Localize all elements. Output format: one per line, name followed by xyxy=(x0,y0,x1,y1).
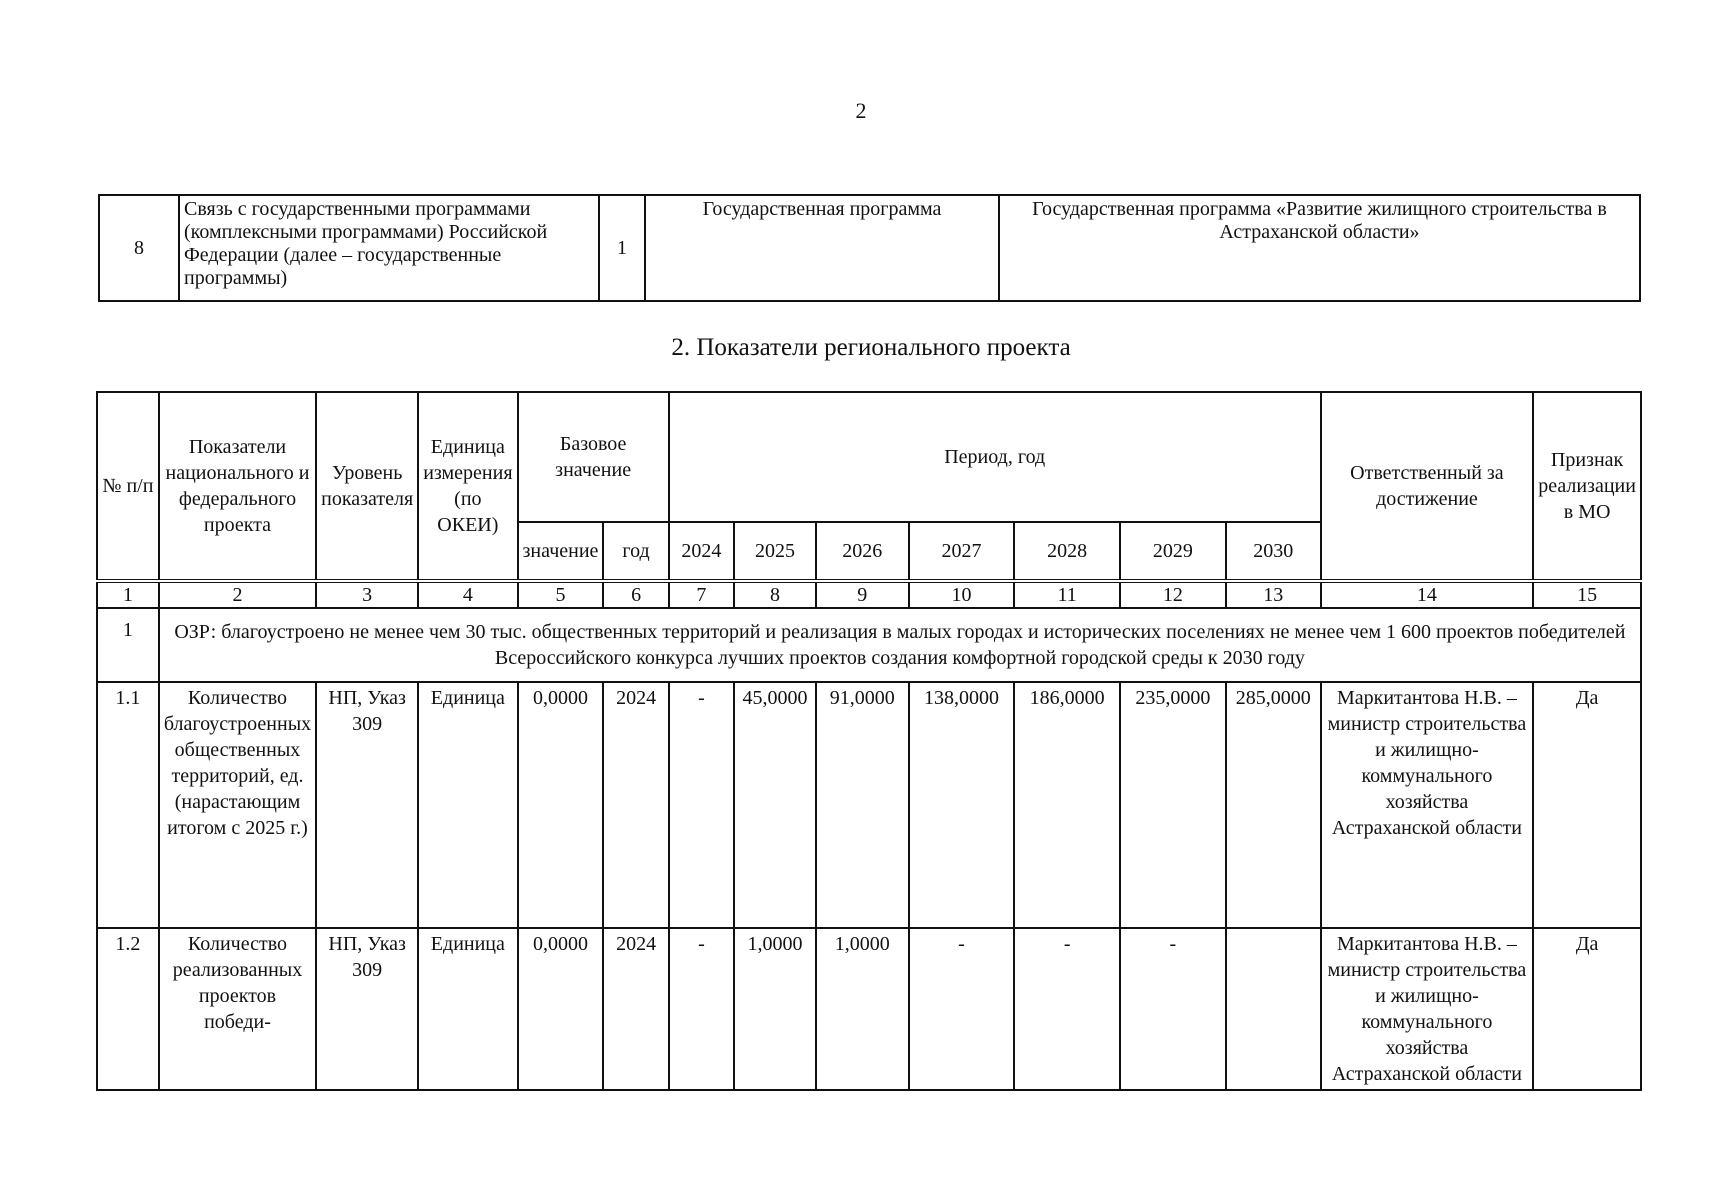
row-indicator: Количество благоустроенных общественных территорий, ед. (нарастающим итогом с 2025 г.) xyxy=(159,682,316,928)
header-year: 2030 xyxy=(1226,522,1321,581)
header-year: 2024 xyxy=(669,522,734,581)
column-number: 8 xyxy=(734,581,816,608)
column-number: 2 xyxy=(159,581,316,608)
row-value-2026: 91,0000 xyxy=(816,682,909,928)
row-value-2029: 235,0000 xyxy=(1120,682,1226,928)
row-num: 1.1 xyxy=(97,682,159,928)
header-mo: Признак реализации в МО xyxy=(1533,392,1641,581)
program-link-level: 1 xyxy=(599,195,645,301)
header-level: Уровень показателя xyxy=(316,392,418,581)
table-row xyxy=(97,928,1641,1090)
row-num: 1.2 xyxy=(97,928,159,1090)
header-year: 2028 xyxy=(1014,522,1120,581)
row-value-2028: 186,0000 xyxy=(1014,682,1120,928)
header-base-year: год xyxy=(603,522,668,581)
row-unit: Единица xyxy=(418,682,517,928)
row-base-value: 0,0000 xyxy=(518,928,604,1090)
row-base-value: 0,0000 xyxy=(518,682,604,928)
header-year: 2026 xyxy=(816,522,909,581)
header-period: Период, год xyxy=(669,392,1321,522)
column-number: 13 xyxy=(1226,581,1321,608)
row-value-2030 xyxy=(1226,928,1321,1090)
column-number: 4 xyxy=(418,581,517,608)
header-year: 2027 xyxy=(909,522,1015,581)
column-number: 1 xyxy=(97,581,159,608)
header-num: № п/п xyxy=(97,392,159,581)
row-mo: Да xyxy=(1533,928,1641,1090)
row-value-2029: - xyxy=(1120,928,1226,1090)
column-number: 3 xyxy=(316,581,418,608)
row-value-2027: 138,0000 xyxy=(909,682,1015,928)
row-level: НП, Указ 309 xyxy=(316,682,418,928)
row-indicator: Количество реализованных проектов победи- xyxy=(159,928,316,1090)
indicators-table xyxy=(96,391,1642,1091)
header-year: 2025 xyxy=(734,522,816,581)
row-value-2025: 45,0000 xyxy=(734,682,816,928)
goal-row xyxy=(97,608,1641,682)
program-link-num: 8 xyxy=(99,195,179,301)
program-link-name: Государственная программа «Развитие жилищного строительства в Астраханской области» xyxy=(999,195,1640,301)
row-value-2024: - xyxy=(669,928,734,1090)
header-unit: Единица измерения (по ОКЕИ) xyxy=(418,392,517,581)
column-number: 10 xyxy=(909,581,1015,608)
row-responsible: Маркитантова Н.В. – министр строительства и жилищно-коммунального хозяйства Астраханской области xyxy=(1321,682,1534,928)
header-base: Базовое значение xyxy=(518,392,669,522)
program-link-table xyxy=(98,194,1641,302)
row-responsible: Маркитантова Н.В. – министр строительства и жилищно-коммунального хозяйства Астраханской области xyxy=(1321,928,1534,1090)
header-indicator: Показатели национального и федерального проекта xyxy=(159,392,316,581)
column-number: 5 xyxy=(518,581,604,608)
goal-num: 1 xyxy=(97,608,159,682)
column-number: 14 xyxy=(1321,581,1534,608)
row-value-2026: 1,0000 xyxy=(816,928,909,1090)
column-numbers-row xyxy=(97,581,1641,608)
column-number: 7 xyxy=(669,581,734,608)
row-base-year: 2024 xyxy=(603,928,668,1090)
header-responsible: Ответственный за достижение xyxy=(1321,392,1534,581)
row-value-2025: 1,0000 xyxy=(734,928,816,1090)
header-year: 2029 xyxy=(1120,522,1226,581)
row-value-2028: - xyxy=(1014,928,1120,1090)
column-number: 12 xyxy=(1120,581,1226,608)
row-value-2027: - xyxy=(909,928,1015,1090)
goal-text: ОЗР: благоустроено не менее чем 30 тыс. общественных территорий и реализация в малых городах и исторических поселениях не менее чем 1 600 проектов победителей Всероссийского конкурса лучших проектов создания комфортной городской среды к 2030 году xyxy=(159,608,1641,682)
header-row-1 xyxy=(97,392,1641,522)
table-row xyxy=(97,682,1641,928)
column-number: 15 xyxy=(1533,581,1641,608)
column-number: 11 xyxy=(1014,581,1120,608)
column-number: 6 xyxy=(603,581,668,608)
row-value-2030: 285,0000 xyxy=(1226,682,1321,928)
program-link-label: Связь с государственными программами (комплексными программами) Российской Федерации (далее – государственные программы) xyxy=(179,195,599,301)
column-number: 9 xyxy=(816,581,909,608)
row-value-2024: - xyxy=(669,682,734,928)
program-link-row xyxy=(99,195,1640,301)
row-mo: Да xyxy=(1533,682,1641,928)
row-base-year: 2024 xyxy=(603,682,668,928)
header-base-value: значение xyxy=(518,522,604,581)
page-number: 2 xyxy=(855,98,867,123)
row-level: НП, Указ 309 xyxy=(316,928,418,1090)
section-title: 2. Показатели регионального проекта xyxy=(671,334,1071,361)
row-unit: Единица xyxy=(418,928,517,1090)
program-link-type: Государственная программа xyxy=(645,195,999,301)
